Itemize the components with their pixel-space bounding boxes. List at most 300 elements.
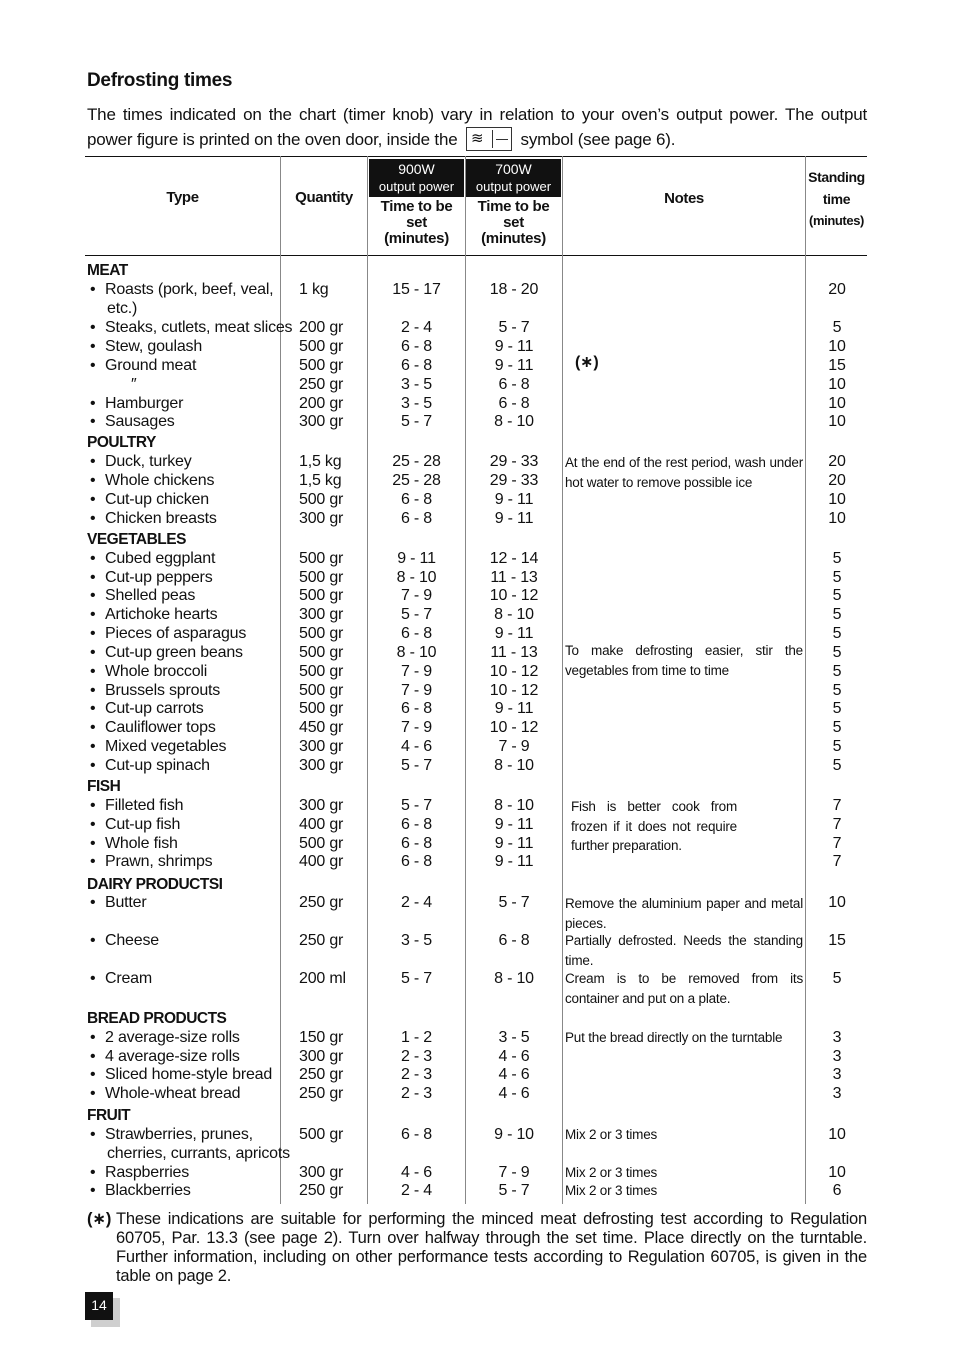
table-row-type bbox=[87, 605, 217, 624]
cell-time-700w: 10 - 12 bbox=[489, 719, 539, 736]
bullet-icon: • bbox=[90, 395, 96, 412]
cell-quantity: 250 gr bbox=[299, 932, 344, 949]
cell-quantity: 200 gr bbox=[299, 319, 344, 336]
food-type: Ground meat bbox=[105, 357, 197, 374]
table-row-type bbox=[87, 1065, 272, 1084]
food-type: Sliced home-style bread bbox=[105, 1066, 273, 1083]
cell-quantity: 300 gr bbox=[299, 757, 344, 774]
cell-time-700w: 10 - 12 bbox=[489, 663, 539, 680]
cell-time-900w: 6 - 8 bbox=[400, 338, 433, 355]
bullet-icon: • bbox=[90, 1029, 96, 1046]
table-row-type bbox=[87, 834, 178, 853]
cell-time-700w: 18 - 20 bbox=[489, 281, 539, 298]
cell-time-700w: 8 - 10 bbox=[494, 797, 534, 814]
cell-time-700w: 9 - 11 bbox=[494, 700, 534, 717]
cell-time-900w: 15 - 17 bbox=[392, 281, 441, 298]
cell-time-700w: 29 - 33 bbox=[489, 472, 539, 489]
table-row-type bbox=[87, 893, 147, 912]
time-line: Time to be bbox=[477, 198, 550, 215]
cell-standing-time: 15 bbox=[828, 932, 846, 949]
cell-time-900w: 6 - 8 bbox=[400, 853, 433, 870]
food-type: 4 average-size rolls bbox=[105, 1048, 240, 1065]
note-fruit: Mix 2 or 3 times bbox=[565, 1127, 658, 1142]
cell-standing-time: 5 bbox=[832, 738, 842, 755]
bullet-icon: • bbox=[90, 1066, 96, 1083]
food-type: Cut-up spinach bbox=[105, 757, 210, 774]
cell-quantity: 150 gr bbox=[299, 1029, 344, 1046]
cell-time-700w: 5 - 7 bbox=[498, 894, 530, 911]
cell-quantity: 500 gr bbox=[299, 682, 344, 699]
cell-time-900w: 1 - 2 bbox=[400, 1029, 433, 1046]
header-700w bbox=[466, 159, 561, 197]
cell-quantity: 500 gr bbox=[299, 587, 344, 604]
bullet-icon: • bbox=[90, 357, 96, 374]
cell-time-700w: 7 - 9 bbox=[498, 1164, 530, 1181]
category-bread: BREAD PRODUCTS bbox=[87, 1010, 227, 1027]
cell-time-900w: 8 - 10 bbox=[396, 644, 437, 661]
food-type: Sausages bbox=[105, 413, 175, 430]
food-type: Chicken breasts bbox=[105, 510, 217, 527]
cell-time-700w: 9 - 11 bbox=[494, 338, 534, 355]
cell-standing-time: 6 bbox=[832, 1182, 842, 1199]
table-row-type bbox=[87, 375, 136, 394]
cell-quantity: 300 gr bbox=[299, 1164, 344, 1181]
bullet-icon: • bbox=[90, 644, 96, 661]
bullet-icon: • bbox=[90, 453, 96, 470]
defrost-symbol-icon: ≋ bbox=[466, 127, 512, 151]
food-type: Cream bbox=[105, 970, 153, 987]
cell-time-700w: 5 - 7 bbox=[498, 1182, 530, 1199]
food-type: Hamburger bbox=[105, 395, 184, 412]
bullet-icon: • bbox=[90, 413, 96, 430]
table-row-type bbox=[87, 1047, 240, 1066]
cell-standing-time: 7 bbox=[832, 797, 842, 814]
cell-quantity: 300 gr bbox=[299, 510, 344, 527]
header-900w bbox=[369, 159, 464, 197]
header-type: Type bbox=[166, 189, 199, 206]
cell-time-700w: 10 - 12 bbox=[489, 682, 539, 699]
table-row-type bbox=[87, 756, 210, 775]
bullet-icon: • bbox=[90, 738, 96, 755]
food-type: Strawberries, prunes, bbox=[105, 1126, 253, 1143]
cell-quantity: 250 gr bbox=[299, 376, 344, 393]
intro-text-before: The times indicated on the chart (timer knob) vary in relation to your oven’s output power. The output power figure is printed on the oven door, inside the bbox=[87, 105, 867, 149]
table-row-type bbox=[87, 1144, 290, 1163]
food-type: Raspberries bbox=[105, 1164, 190, 1181]
cell-time-700w: 9 - 11 bbox=[494, 625, 534, 642]
cell-quantity: 1 kg bbox=[299, 281, 329, 298]
cell-time-700w: 4 - 6 bbox=[498, 1066, 530, 1083]
column-divider bbox=[280, 156, 281, 1204]
table-row-type bbox=[87, 412, 175, 431]
bullet-icon: • bbox=[90, 757, 96, 774]
table-row-type bbox=[87, 586, 195, 605]
food-type: Brussels sprouts bbox=[105, 682, 221, 699]
cell-time-900w: 25 - 28 bbox=[392, 472, 441, 489]
cell-time-900w: 2 - 3 bbox=[400, 1048, 433, 1065]
cell-time-700w: 9 - 11 bbox=[494, 357, 534, 374]
cell-time-900w: 3 - 5 bbox=[400, 376, 433, 393]
food-type: Whole fish bbox=[105, 835, 178, 852]
cell-time-900w: 6 - 8 bbox=[400, 1126, 433, 1143]
bullet-icon: • bbox=[90, 1048, 96, 1065]
food-type: Cut-up green beans bbox=[105, 644, 243, 661]
table-row-type bbox=[87, 1163, 189, 1182]
food-type: Stew, goulash bbox=[105, 338, 203, 355]
cell-time-700w: 8 - 10 bbox=[494, 606, 534, 623]
cell-quantity: 500 gr bbox=[299, 625, 344, 642]
table-row-type bbox=[87, 662, 207, 681]
food-type: Cauliflower tops bbox=[105, 719, 216, 736]
food-type: Butter bbox=[105, 894, 147, 911]
table-row-type bbox=[87, 509, 217, 528]
food-type: Filleted fish bbox=[105, 797, 184, 814]
cell-time-900w: 6 - 8 bbox=[400, 835, 433, 852]
cell-standing-time: 3 bbox=[832, 1066, 842, 1083]
table-row-type bbox=[87, 337, 202, 356]
bullet-icon: • bbox=[90, 1182, 96, 1199]
bullet-icon: • bbox=[90, 835, 96, 852]
food-type: Cheese bbox=[105, 932, 159, 949]
cell-standing-time: 7 bbox=[832, 853, 842, 870]
time-line: (minutes) bbox=[481, 230, 546, 247]
page-number: 14 bbox=[85, 1292, 113, 1320]
bullet-icon: • bbox=[90, 797, 96, 814]
cell-standing-time: 5 bbox=[832, 569, 842, 586]
header-900w-time bbox=[368, 199, 465, 247]
cell-time-700w: 4 - 6 bbox=[498, 1048, 530, 1065]
cell-time-900w: 2 - 4 bbox=[400, 894, 433, 911]
food-type: Roasts (pork, beef, veal, bbox=[105, 281, 274, 298]
cell-quantity: 300 gr bbox=[299, 797, 344, 814]
cell-time-900w: 2 - 4 bbox=[400, 1182, 433, 1199]
cell-standing-time: 10 bbox=[828, 491, 846, 508]
table-row-type bbox=[87, 356, 196, 375]
cell-time-900w: 5 - 7 bbox=[400, 797, 433, 814]
cell-time-700w: 8 - 10 bbox=[494, 757, 534, 774]
cell-time-900w: 2 - 3 bbox=[400, 1085, 433, 1102]
cell-quantity: 200 gr bbox=[299, 395, 344, 412]
food-type: Shelled peas bbox=[105, 587, 196, 604]
category-poultry: POULTRY bbox=[87, 434, 156, 451]
cell-quantity: 250 gr bbox=[299, 894, 344, 911]
cell-time-700w: 9 - 11 bbox=[494, 816, 534, 833]
note-fish: Fish is better cook from frozen if it does not require further preparation. bbox=[571, 799, 737, 853]
cell-quantity: 250 gr bbox=[299, 1182, 344, 1199]
bullet-icon: • bbox=[90, 281, 96, 298]
food-type: 2 average-size rolls bbox=[105, 1029, 240, 1046]
cell-time-900w: 5 - 7 bbox=[400, 757, 433, 774]
cell-time-900w: 7 - 9 bbox=[400, 719, 433, 736]
cell-time-900w: 8 - 10 bbox=[396, 569, 437, 586]
footnote-marker: (∗) bbox=[87, 1210, 112, 1228]
cell-time-900w: 25 - 28 bbox=[392, 453, 441, 470]
cell-standing-time: 15 bbox=[828, 357, 846, 374]
cell-time-900w: 3 - 5 bbox=[400, 932, 433, 949]
cell-standing-time: 7 bbox=[832, 835, 842, 852]
cell-time-900w: 6 - 8 bbox=[400, 491, 433, 508]
cell-time-900w: 6 - 8 bbox=[400, 510, 433, 527]
cell-quantity: 500 gr bbox=[299, 491, 344, 508]
bullet-icon: • bbox=[90, 663, 96, 680]
food-type: ″ bbox=[131, 376, 137, 393]
table-row-type bbox=[87, 394, 183, 413]
cell-standing-time: 5 bbox=[832, 970, 842, 987]
cell-time-900w: 5 - 7 bbox=[400, 606, 433, 623]
table-row-type bbox=[87, 1028, 240, 1047]
bullet-icon: • bbox=[90, 816, 96, 833]
cell-time-700w: 9 - 11 bbox=[494, 835, 534, 852]
cell-standing-time: 20 bbox=[828, 453, 846, 470]
cell-time-900w: 7 - 9 bbox=[400, 682, 433, 699]
category-vegetables: VEGETABLES bbox=[87, 531, 186, 548]
cell-standing-time: 5 bbox=[832, 625, 842, 642]
cell-standing-time: 10 bbox=[828, 510, 846, 527]
note-bread: Put the bread directly on the turntable bbox=[565, 1030, 783, 1045]
cell-time-900w: 4 - 6 bbox=[400, 1164, 433, 1181]
food-type: Artichoke hearts bbox=[105, 606, 218, 623]
cell-standing-time: 5 bbox=[832, 719, 842, 736]
cell-quantity: 300 gr bbox=[299, 413, 344, 430]
cell-time-700w: 8 - 10 bbox=[494, 970, 534, 987]
bullet-icon: • bbox=[90, 853, 96, 870]
food-type: Whole chickens bbox=[105, 472, 215, 489]
cell-time-900w: 7 - 9 bbox=[400, 663, 433, 680]
cell-time-900w: 6 - 8 bbox=[400, 816, 433, 833]
bullet-icon: • bbox=[90, 319, 96, 336]
food-type: Steaks, cutlets, meat slices bbox=[105, 319, 293, 336]
cell-standing-time: 5 bbox=[832, 663, 842, 680]
header-bottom-rule bbox=[85, 255, 867, 256]
food-type: Mixed vegetables bbox=[105, 738, 227, 755]
cell-quantity: 500 gr bbox=[299, 357, 344, 374]
table-row-type bbox=[87, 1084, 240, 1103]
cell-time-900w: 2 - 4 bbox=[400, 319, 433, 336]
cell-time-700w: 3 - 5 bbox=[498, 1029, 530, 1046]
bullet-icon: • bbox=[90, 625, 96, 642]
note-cream: Cream is to be removed from its container and put on a plate. bbox=[565, 971, 803, 1006]
food-type: Prawn, shrimps bbox=[105, 853, 213, 870]
category-fruit: FRUIT bbox=[87, 1107, 131, 1124]
cell-time-700w: 6 - 8 bbox=[498, 376, 530, 393]
cell-standing-time: 5 bbox=[832, 587, 842, 604]
food-type: Whole-wheat bread bbox=[105, 1085, 241, 1102]
cell-time-700w: 12 - 14 bbox=[489, 550, 539, 567]
cell-quantity: 200 ml bbox=[299, 970, 346, 987]
standing-line: Standing bbox=[808, 169, 865, 185]
cell-standing-time: 20 bbox=[828, 472, 846, 489]
cell-time-900w: 6 - 8 bbox=[400, 625, 433, 642]
bullet-icon: • bbox=[90, 1126, 96, 1143]
time-line: (minutes) bbox=[384, 230, 449, 247]
cell-standing-time: 5 bbox=[832, 644, 842, 661]
cell-quantity: 1,5 kg bbox=[299, 453, 342, 470]
note-meat: (∗) bbox=[575, 354, 599, 371]
cell-standing-time: 5 bbox=[832, 606, 842, 623]
table-row-type bbox=[87, 643, 243, 662]
table-row-type bbox=[87, 549, 215, 568]
column-divider bbox=[805, 156, 806, 1204]
bullet-icon: • bbox=[90, 700, 96, 717]
cell-time-700w: 29 - 33 bbox=[489, 453, 539, 470]
cell-standing-time: 20 bbox=[828, 281, 846, 298]
food-type: Cut-up peppers bbox=[105, 569, 213, 586]
bullet-icon: • bbox=[90, 491, 96, 508]
cell-quantity: 500 gr bbox=[299, 569, 344, 586]
cell-quantity: 250 gr bbox=[299, 1085, 344, 1102]
cell-quantity: 300 gr bbox=[299, 1048, 344, 1065]
header-700w-watts: 700W bbox=[495, 161, 532, 177]
bullet-icon: • bbox=[90, 510, 96, 527]
table-row-type bbox=[87, 490, 209, 509]
food-type: Cut-up chicken bbox=[105, 491, 209, 508]
food-type: cherries, currants, apricots bbox=[107, 1145, 290, 1162]
table-row-type bbox=[87, 299, 137, 318]
cell-standing-time: 5 bbox=[832, 550, 842, 567]
bullet-icon: • bbox=[90, 338, 96, 355]
header-notes: Notes bbox=[664, 190, 704, 207]
cell-time-700w: 6 - 8 bbox=[498, 395, 530, 412]
bullet-icon: • bbox=[90, 606, 96, 623]
bullet-icon: • bbox=[90, 587, 96, 604]
note-vegetables: To make defrosting easier, stir the vegetables from time to time bbox=[565, 643, 803, 678]
table-row-type bbox=[87, 796, 183, 815]
cell-quantity: 500 gr bbox=[299, 550, 344, 567]
cell-time-700w: 9 - 11 bbox=[494, 491, 534, 508]
time-line: set bbox=[406, 214, 427, 231]
cell-standing-time: 3 bbox=[832, 1085, 842, 1102]
time-line: set bbox=[503, 214, 524, 231]
cell-quantity: 450 gr bbox=[299, 719, 344, 736]
food-type: Duck, turkey bbox=[105, 453, 192, 470]
table-row-type bbox=[87, 852, 212, 871]
table-top-rule bbox=[85, 156, 867, 157]
cell-time-900w: 7 - 9 bbox=[400, 587, 433, 604]
bullet-icon: • bbox=[90, 1085, 96, 1102]
table-row-type bbox=[87, 1125, 253, 1144]
table-row-type bbox=[87, 931, 159, 950]
cell-time-900w: 2 - 3 bbox=[400, 1066, 433, 1083]
cell-standing-time: 10 bbox=[828, 395, 846, 412]
cell-standing-time: 10 bbox=[828, 894, 846, 911]
header-700w-sub: output power bbox=[475, 179, 552, 194]
table-row-type bbox=[87, 718, 216, 737]
cell-standing-time: 10 bbox=[828, 376, 846, 393]
category-fish: FISH bbox=[87, 778, 121, 795]
cell-time-700w: 9 - 11 bbox=[494, 510, 534, 527]
bullet-icon: • bbox=[90, 1164, 96, 1181]
table-row-type bbox=[87, 1181, 191, 1200]
table-row-type bbox=[87, 318, 292, 337]
time-line: Time to be bbox=[380, 198, 453, 215]
cell-quantity: 500 gr bbox=[299, 644, 344, 661]
standing-line: (minutes) bbox=[809, 213, 864, 228]
cell-time-700w: 10 - 12 bbox=[489, 587, 539, 604]
header-900w-sub: output power bbox=[378, 179, 455, 194]
standing-line: time bbox=[822, 191, 851, 207]
page-title: Defrosting times bbox=[87, 70, 233, 91]
cell-time-900w: 3 - 5 bbox=[400, 395, 433, 412]
cell-standing-time: 10 bbox=[828, 1126, 846, 1143]
cell-time-700w: 9 - 11 bbox=[494, 853, 534, 870]
table-row-type bbox=[87, 471, 214, 490]
table-row-type bbox=[87, 699, 204, 718]
table-row-type bbox=[87, 280, 273, 299]
food-type: Whole broccoli bbox=[105, 663, 208, 680]
cell-time-700w: 6 - 8 bbox=[498, 932, 530, 949]
cell-time-700w: 8 - 10 bbox=[494, 413, 534, 430]
note-cheese: Partially defrosted. Needs the standing time. bbox=[565, 933, 803, 968]
cell-time-900w: 9 - 11 bbox=[397, 550, 436, 567]
cell-time-900w: 6 - 8 bbox=[400, 357, 433, 374]
cell-standing-time: 5 bbox=[832, 319, 842, 336]
cell-quantity: 500 gr bbox=[299, 700, 344, 717]
category-meat: MEAT bbox=[87, 262, 128, 279]
cell-quantity: 400 gr bbox=[299, 816, 344, 833]
cell-time-700w: 7 - 9 bbox=[498, 738, 530, 755]
cell-time-700w: 4 - 6 bbox=[498, 1085, 530, 1102]
cell-standing-time: 3 bbox=[832, 1048, 842, 1065]
header-quantity: Quantity bbox=[295, 189, 353, 206]
food-type: etc.) bbox=[107, 300, 138, 317]
cell-quantity: 300 gr bbox=[299, 606, 344, 623]
table-row-type bbox=[87, 568, 213, 587]
bullet-icon: • bbox=[90, 472, 96, 489]
cell-time-700w: 5 - 7 bbox=[498, 319, 530, 336]
defrosting-table bbox=[85, 156, 867, 1204]
cell-quantity: 400 gr bbox=[299, 853, 344, 870]
footnote bbox=[87, 1210, 867, 1286]
cell-standing-time: 5 bbox=[832, 682, 842, 699]
note-butter: Remove the aluminium paper and metal pieces. bbox=[565, 896, 803, 931]
footnote-text: These indications are suitable for performing the minced meat defrosting test according to Regulation 60705, Par. 13.3 (see page 2). Turn over halfway through the set time. Place directly on the turntable. Further information, including on other performance tests according to Regulation 60705, is given in the table on page 2. bbox=[116, 1210, 867, 1285]
cell-time-900w: 5 - 7 bbox=[400, 413, 433, 430]
food-type: Blackberries bbox=[105, 1182, 191, 1199]
cell-standing-time: 10 bbox=[828, 413, 846, 430]
cell-time-900w: 6 - 8 bbox=[400, 700, 433, 717]
bullet-icon: • bbox=[90, 932, 96, 949]
food-type: Pieces of asparagus bbox=[105, 625, 247, 642]
bullet-icon: • bbox=[90, 682, 96, 699]
note-poultry: At the end of the rest period, wash under hot water to remove possible ice bbox=[565, 455, 803, 490]
cell-standing-time: 5 bbox=[832, 700, 842, 717]
cell-quantity: 1,5 kg bbox=[299, 472, 342, 489]
cell-quantity: 500 gr bbox=[299, 338, 344, 355]
table-row-type bbox=[87, 969, 152, 988]
table-row-type bbox=[87, 815, 180, 834]
cell-standing-time: 7 bbox=[832, 816, 842, 833]
table-row-type bbox=[87, 681, 220, 700]
table-row-type bbox=[87, 737, 226, 756]
cell-quantity: 500 gr bbox=[299, 835, 344, 852]
bullet-icon: • bbox=[90, 569, 96, 586]
food-type: Cut-up carrots bbox=[105, 700, 204, 717]
bullet-icon: • bbox=[90, 719, 96, 736]
bullet-icon: • bbox=[90, 970, 96, 987]
header-standing-time bbox=[806, 166, 867, 232]
bullet-icon: • bbox=[90, 550, 96, 567]
table-row-type bbox=[87, 452, 192, 471]
food-type: Cut-up fish bbox=[105, 816, 181, 833]
bullet-icon: • bbox=[90, 894, 96, 911]
header-700w-time bbox=[465, 199, 562, 247]
cell-quantity: 500 gr bbox=[299, 1126, 344, 1143]
cell-standing-time: 3 bbox=[832, 1029, 842, 1046]
intro-paragraph bbox=[87, 102, 867, 152]
note-fruit: Mix 2 or 3 times bbox=[565, 1183, 658, 1198]
header-900w-watts: 900W bbox=[398, 161, 435, 177]
cell-time-700w: 11 - 13 bbox=[490, 569, 538, 586]
